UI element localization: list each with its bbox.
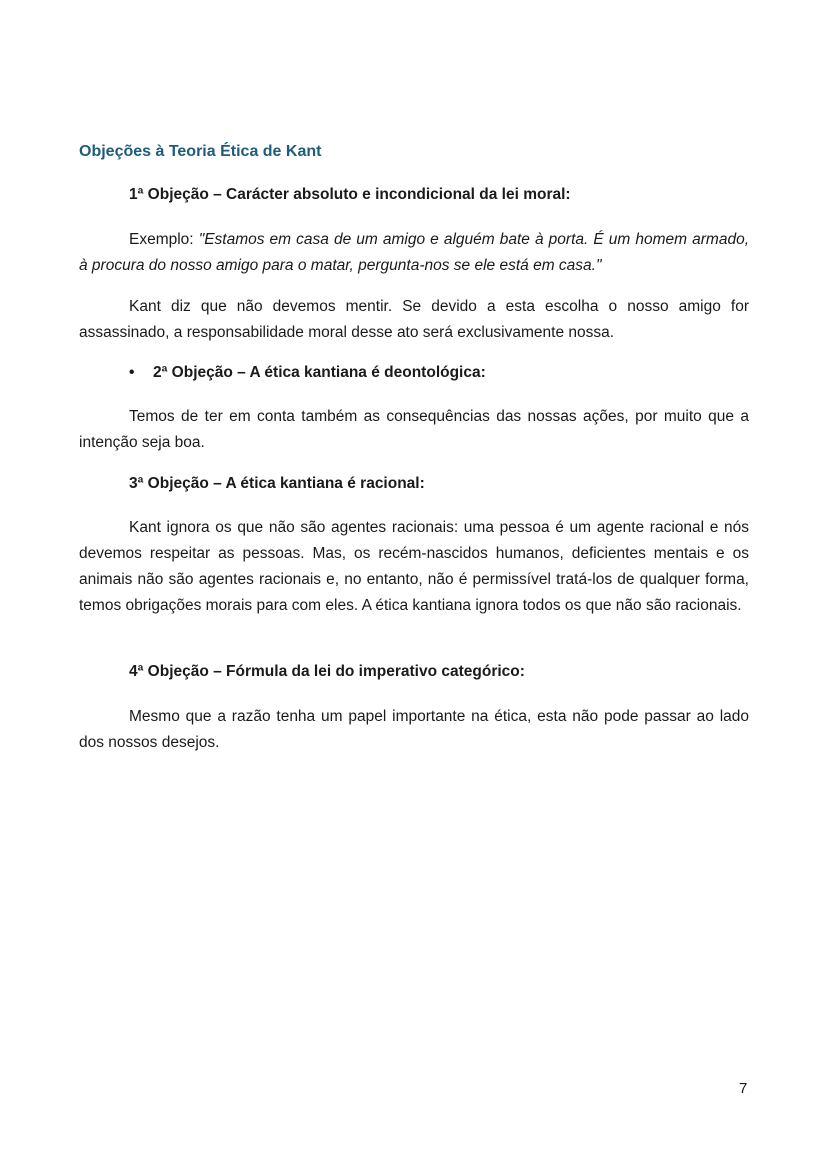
section-title: Objeções à Teoria Ética de Kant: [79, 143, 322, 160]
objection-4-heading: 4ª Objeção – Fórmula da lei do imperativo categórico:: [129, 663, 525, 680]
objection-1-paragraph: Kant diz que não devemos mentir. Se devido a esta escolha o nosso amigo for assassinado, a responsabilidade moral desse ato será exclusivamente nossa.: [79, 298, 749, 341]
example-label: Exemplo:: [129, 231, 199, 248]
bullet-icon: •: [129, 364, 135, 381]
objection-2-heading: [129, 364, 486, 382]
objection-1-example: [79, 227, 749, 279]
objection-3-paragraph: Kant ignora os que não são agentes racionais: uma pessoa é um agente racional e nós devemos respeitar as pessoas. Mas, os recém-nascidos humanos, deficientes mentais e os animais não são agentes racionais e, no entanto, não é permissível tratá-los de qualquer forma, temos obrigações morais para com eles. A ética kantiana ignora todos os que não são racionais.: [79, 519, 749, 614]
example-quote: "Estamos em casa de um amigo e alguém bate à porta. É um homem armado, à procura do nosso amigo para o matar, pergunta-nos se ele está em casa.": [79, 231, 749, 274]
objection-2-heading-text: 2ª Objeção – A ética kantiana é deontológica:: [153, 364, 486, 381]
objection-2-paragraph: Temos de ter em conta também as consequências das nossas ações, por muito que a intenção seja boa.: [79, 408, 749, 451]
objection-1-heading: 1ª Objeção – Carácter absoluto e incondicional da lei moral:: [129, 186, 571, 203]
objection-4-paragraph: Mesmo que a razão tenha um papel importante na ética, esta não pode passar ao lado dos nossos desejos.: [79, 708, 749, 751]
page-number: 7: [739, 1080, 748, 1097]
objection-3-heading: 3ª Objeção – A ética kantiana é racional:: [129, 475, 425, 492]
